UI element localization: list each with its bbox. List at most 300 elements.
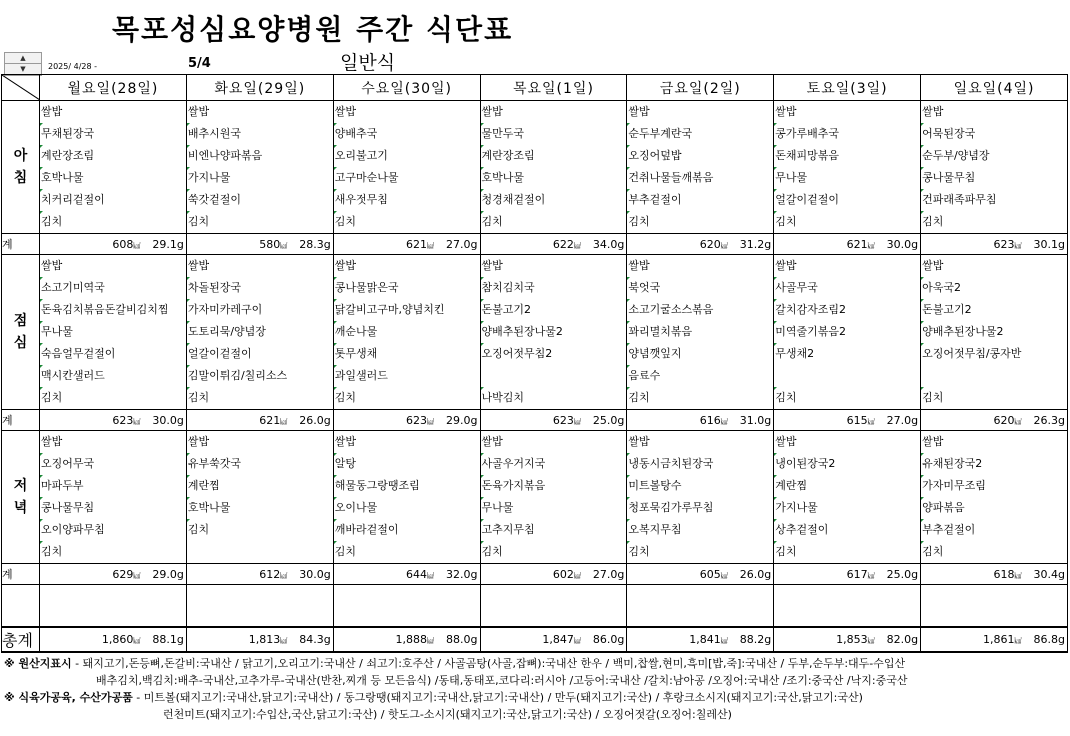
kcal-number: 623 <box>552 413 574 427</box>
meal-label-text: 점 심 <box>13 313 28 351</box>
dish-item: 냉동시금치된장국 <box>627 453 773 475</box>
total-kcal <box>689 633 728 646</box>
dish-item: 음료수 <box>627 365 773 387</box>
nutrition-values <box>921 234 1067 254</box>
dish-item: 콩나물맑은국 <box>334 277 480 299</box>
origin-line-2: 배추김치,백김치:배추-국내산,고추가루-국내산(반찬,찌개 등 모든음식) /동태,동태포,코다리:러시아 /고등어:국내산 /갈치:남아공 /오징어:국내산 /조기:중국산 /낙지:중국산 <box>96 674 908 687</box>
processed-label: ※ 식육가공육, 수산가공품 <box>4 691 133 704</box>
kcal-unit: ㎉ <box>867 417 875 426</box>
protein-value: 32.0g <box>446 567 478 581</box>
dish-item: 김말이튀김/칠리소스 <box>187 365 333 387</box>
dish-item: 콩나물무침 <box>921 167 1067 189</box>
dish-item: 건파래족파무침 <box>921 189 1067 211</box>
day-header: 일요일(4일) <box>921 75 1068 101</box>
protein-value: 31.0g <box>739 413 772 427</box>
dish-item: 양배추국 <box>334 123 480 145</box>
protein-value: 27.0g <box>446 237 478 251</box>
dish-item: 김치 <box>481 211 627 233</box>
menu-type: 일반식 <box>340 52 396 74</box>
kcal-unit: ㎉ <box>720 241 728 250</box>
dish-item: 쌀밥 <box>481 105 503 118</box>
dish-item: 깨바라겉절이 <box>334 519 480 541</box>
menu-cell <box>40 431 187 564</box>
protein-value: 30.0g <box>152 413 184 427</box>
menu-cell <box>774 255 921 410</box>
processed-line-2: 런천미트(돼지고기:수입산,국산,닭고기:국산) / 핫도그-소시지(돼지고기:국산,닭고기:국산) / 오징어젓갈(오징어:칠레산) <box>163 708 732 721</box>
dish-item: 부추겉절이 <box>921 519 1067 541</box>
dish-item: 유채된장국2 <box>921 453 1067 475</box>
protein-value: 29.0g <box>446 413 478 427</box>
kcal-unit: ㎉ <box>133 417 141 426</box>
dish-item: 쌀밥 <box>775 259 797 272</box>
blank-cell <box>774 585 921 628</box>
processed-line-1: - 미트볼(돼지고기:국내산,닭고기:국내산) / 동그랑땡(돼지고기:국내산,닭고기:국내산) / 만두(돼지고기:국산) / 후랑크소시지(돼지고기:국산,닭고기:국산) <box>132 691 863 704</box>
dish-item: 오징어젓무침/콩자반 <box>921 343 1067 365</box>
dish-item: 유부쑥갓국 <box>187 453 333 475</box>
kcal-value <box>994 568 1022 581</box>
corner-cell <box>2 75 40 101</box>
kcal-unit: ㎉ <box>280 241 288 250</box>
menu-cell <box>627 255 774 410</box>
nutrition-values <box>334 410 480 430</box>
dish-item: 닭갈비고구마,양념치킨 <box>334 299 480 321</box>
kcal-number: 629 <box>112 567 134 581</box>
kcal-value <box>700 238 728 251</box>
dish-item: 쌀밥 <box>628 435 650 448</box>
total-cell <box>774 627 921 652</box>
dish-item: 오징어젓무침2 <box>481 343 627 365</box>
day-header: 목요일(1일) <box>480 75 627 101</box>
kcal-value <box>259 238 287 251</box>
subtotal-cell <box>333 234 480 255</box>
nutrition-values <box>187 564 333 584</box>
dish-item <box>187 541 333 563</box>
dish-item: 김치 <box>334 211 480 233</box>
nutrition-values <box>40 234 186 254</box>
dish-item: 돈육김치볶음돈갈비김치찜 <box>40 299 186 321</box>
total-cell <box>627 627 774 652</box>
total-protein: 88.2g <box>739 633 772 646</box>
kcal-unit: ㎉ <box>133 241 141 250</box>
dish-item: 북엇국 <box>627 277 773 299</box>
dish-item: 건취나물들깨볶음 <box>627 167 773 189</box>
total-values <box>40 630 186 650</box>
page-title: 목포성심요양병원 주간 식단표 <box>112 13 514 46</box>
dish-item: 김치 <box>481 541 627 563</box>
dish-item: 오리불고기 <box>334 145 480 167</box>
nutrition-values <box>627 410 773 430</box>
dish-item: 양파볶음 <box>921 497 1067 519</box>
dish-item: 숙음얼무겉절이 <box>40 343 186 365</box>
kcal-value <box>700 414 728 427</box>
breakfast-label <box>2 101 40 234</box>
menu-cell <box>921 101 1068 234</box>
total-kcal <box>249 633 288 646</box>
dish-item: 계란찜 <box>187 475 333 497</box>
dish-item: 얼갈이겉절이 <box>774 189 920 211</box>
total-kcal <box>983 633 1022 646</box>
dish-item: 콩나물무침 <box>40 497 186 519</box>
kcal-unit: ㎉ <box>573 241 581 250</box>
dish-item: 김치 <box>40 387 186 409</box>
kcal-value <box>112 414 140 427</box>
kcal-number: 620 <box>993 413 1015 427</box>
subtotal-cell <box>627 410 774 431</box>
subtotal-label: 계 <box>2 410 40 431</box>
kcal-value <box>994 238 1022 251</box>
lunch-row <box>2 255 1068 410</box>
dish-item: 호박나물 <box>40 167 186 189</box>
kcal-value <box>112 238 140 251</box>
kcal-value <box>406 238 434 251</box>
protein-value: 30.4g <box>1033 567 1065 581</box>
menu-cell <box>774 431 921 564</box>
dish-item: 아욱국2 <box>921 277 1067 299</box>
total-protein: 84.3g <box>299 633 331 646</box>
nutrition-values <box>774 234 920 254</box>
nutrition-values <box>627 564 773 584</box>
kcal-unit: ㎉ <box>720 637 728 645</box>
kcal-value <box>112 568 140 581</box>
menu-cell <box>186 431 333 564</box>
total-label: 총계 <box>2 627 40 652</box>
dish-item: 돈불고기2 <box>921 299 1067 321</box>
kcal-value <box>259 414 287 427</box>
dish-item: 쌀밥 <box>187 435 210 448</box>
dish-item: 물만두국 <box>481 123 627 145</box>
weekly-menu-table <box>1 74 1068 653</box>
dish-item: 김치 <box>187 519 333 541</box>
total-kcal-number: 1,813 <box>248 633 281 646</box>
kcal-number: 580 <box>259 237 281 251</box>
protein-value: 30.0g <box>299 567 331 581</box>
dish-item: 김치 <box>774 387 920 409</box>
kcal-unit: ㎉ <box>573 571 581 580</box>
kcal-number: 616 <box>699 413 721 427</box>
subtotal-cell <box>480 410 627 431</box>
dish-item: 꽈리멸치볶음 <box>627 321 773 343</box>
dish-item: 차돌된장국 <box>187 277 333 299</box>
menu-cell <box>921 431 1068 564</box>
total-protein: 88.0g <box>446 633 478 646</box>
total-cell <box>921 627 1068 652</box>
kcal-number: 615 <box>846 413 868 427</box>
protein-value: 30.1g <box>1033 237 1065 251</box>
menu-cell <box>40 101 187 234</box>
menu-cell <box>627 101 774 234</box>
dish-item: 김치 <box>921 387 1067 409</box>
blank-cell <box>2 585 40 628</box>
total-protein: 88.1g <box>152 633 184 646</box>
dish-item: 사골우거지국 <box>481 453 627 475</box>
dish-item: 미역줄기볶음2 <box>774 321 920 343</box>
kcal-unit: ㎉ <box>133 637 141 645</box>
dish-item <box>481 365 627 387</box>
kcal-number: 612 <box>259 567 281 581</box>
protein-value: 29.1g <box>152 237 184 251</box>
subtotal-cell <box>774 234 921 255</box>
dish-item: 참치김치국 <box>481 277 627 299</box>
diagonal-line-icon <box>2 75 40 100</box>
dish-item: 계란찜 <box>774 475 920 497</box>
dish-item: 쌀밥 <box>775 105 797 118</box>
dish-item: 사골무국 <box>774 277 920 299</box>
total-kcal-number: 1,861 <box>983 633 1015 646</box>
dish-item: 오복지무침 <box>627 519 773 541</box>
dish-item: 쌀밥 <box>481 259 503 272</box>
kcal-value <box>553 414 581 427</box>
menu-cell <box>333 101 480 234</box>
subtotal-cell <box>186 564 333 585</box>
dish-item: 가자미무조림 <box>921 475 1067 497</box>
kcal-value <box>847 414 875 427</box>
dish-item: 쌀밥 <box>334 259 356 272</box>
total-kcal-number: 1,888 <box>395 633 428 646</box>
dish-item: 마파두부 <box>40 475 186 497</box>
dish-item: 쌀밥 <box>775 435 797 448</box>
total-values <box>481 630 627 650</box>
dinner-label <box>2 431 40 564</box>
dish-item: 냉이된장국2 <box>774 453 920 475</box>
start-date: 2025/ 4/28 - <box>48 62 97 71</box>
dish-item: 과일샐러드 <box>334 365 480 387</box>
dish-item: 무나물 <box>40 321 186 343</box>
dish-item: 쌀밥 <box>481 435 503 448</box>
dish-item: 김치 <box>40 541 186 563</box>
dish-item: 쌀밥 <box>41 435 63 448</box>
blank-cell <box>40 585 187 628</box>
subtotal-cell <box>480 564 627 585</box>
dish-item: 청경채겉절이 <box>481 189 627 211</box>
subtotal-cell <box>40 410 187 431</box>
dish-item: 김치 <box>334 541 480 563</box>
dish-item: 쌀밥 <box>628 259 650 272</box>
dish-item: 쌀밥 <box>334 435 356 448</box>
dish-item: 청포묵김가루무침 <box>627 497 773 519</box>
nutrition-values <box>921 410 1067 430</box>
kcal-unit: ㎉ <box>427 241 435 250</box>
dish-item: 김치 <box>627 541 773 563</box>
dish-item: 콩가루배추국 <box>774 123 920 145</box>
total-cell <box>186 627 333 652</box>
menu-cell <box>186 101 333 234</box>
dish-item: 배추시원국 <box>187 123 333 145</box>
protein-value: 28.3g <box>299 237 331 251</box>
dish-item: 쌀밥 <box>922 259 944 272</box>
dish-item: 계란장조림 <box>40 145 186 167</box>
dish-item: 고추지무침 <box>481 519 627 541</box>
nutrition-values <box>334 564 480 584</box>
dish-item: 가자미카레구이 <box>187 299 333 321</box>
dish-item: 소고기굴소스볶음 <box>627 299 773 321</box>
kcal-unit: ㎉ <box>867 241 875 250</box>
kcal-number: 608 <box>112 237 134 251</box>
kcal-unit: ㎉ <box>1014 571 1022 580</box>
dinner-row <box>2 431 1068 564</box>
dish-item: 맥시칸샐러드 <box>40 365 186 387</box>
subtotal-cell <box>40 234 187 255</box>
dish-item: 어묵된장국 <box>921 123 1067 145</box>
kcal-unit: ㎉ <box>1014 241 1022 250</box>
protein-value: 31.2g <box>739 237 772 251</box>
dish-item: 갈치감자조림2 <box>774 299 920 321</box>
day-header: 월요일(28일) <box>40 75 187 101</box>
blank-cell <box>921 585 1068 628</box>
menu-cell <box>186 255 333 410</box>
dish-item: 김치 <box>187 211 333 233</box>
dish-item: 가지나물 <box>187 167 333 189</box>
protein-value: 26.0g <box>739 567 772 581</box>
nutrition-values <box>187 234 333 254</box>
dish-item: 치커리겉절이 <box>40 189 186 211</box>
subtotal-cell <box>480 234 627 255</box>
kcal-value <box>553 568 581 581</box>
total-values <box>921 630 1067 650</box>
dish-item: 해물동그랑땡조림 <box>334 475 480 497</box>
dish-item: 상추겉절이 <box>774 519 920 541</box>
dish-item: 무나물 <box>774 167 920 189</box>
subtotal-cell <box>333 564 480 585</box>
kcal-unit: ㎉ <box>1014 417 1022 426</box>
kcal-unit: ㎉ <box>427 637 435 645</box>
nutrition-values <box>627 234 773 254</box>
total-kcal-number: 1,860 <box>101 633 134 646</box>
subtotal-cell <box>40 564 187 585</box>
total-kcal <box>542 633 581 646</box>
subtotal-cell <box>921 410 1068 431</box>
kcal-unit: ㎉ <box>867 637 875 645</box>
total-kcal <box>396 633 435 646</box>
nutrition-values <box>921 564 1067 584</box>
dish-item: 오징어무국 <box>40 453 186 475</box>
dish-item: 오이양파무침 <box>40 519 186 541</box>
dish-item: 쌀밥 <box>628 105 650 118</box>
kcal-number: 605 <box>699 567 721 581</box>
dish-item: 김치 <box>334 387 480 409</box>
menu-cell <box>333 431 480 564</box>
kcal-number: 621 <box>846 237 868 251</box>
menu-cell <box>480 101 627 234</box>
spinner-down-icon[interactable]: ▼ <box>20 65 26 73</box>
protein-value: 25.0g <box>592 413 625 427</box>
subtotal-cell <box>921 234 1068 255</box>
breakfast-subtotal-row <box>2 234 1068 255</box>
dish-item: 새우젓무침 <box>334 189 480 211</box>
dish-item: 쌀밥 <box>922 105 944 118</box>
dish-item: 깨순나물 <box>334 321 480 343</box>
dish-item: 계란장조림 <box>481 145 627 167</box>
total-values <box>627 630 773 650</box>
kcal-unit: ㎉ <box>280 417 288 426</box>
protein-value: 27.0g <box>592 567 625 581</box>
dish-item: 소고기미역국 <box>40 277 186 299</box>
dish-item: 오징어덮밥 <box>627 145 773 167</box>
protein-value: 29.0g <box>152 567 184 581</box>
kcal-value <box>847 238 875 251</box>
kcal-number: 622 <box>552 237 574 251</box>
dish-item: 돈불고기2 <box>481 299 627 321</box>
kcal-unit: ㎉ <box>867 571 875 580</box>
end-date: 5/4 <box>188 56 211 71</box>
meal-label-text: 저 녁 <box>13 478 28 516</box>
dish-item: 나박김치 <box>481 387 627 409</box>
total-kcal <box>102 633 141 646</box>
dish-item: 도토리묵/양념장 <box>187 321 333 343</box>
spinner-up-icon[interactable]: ▲ <box>5 53 41 64</box>
protein-value: 30.0g <box>886 237 919 251</box>
kcal-unit: ㎉ <box>573 637 581 645</box>
total-values <box>334 630 480 650</box>
blank-cell <box>480 585 627 628</box>
dish-item: 돈육가지볶음 <box>481 475 627 497</box>
kcal-unit: ㎉ <box>1014 637 1022 645</box>
origin-line-1: - 돼지고기,돈등뼈,돈갈비:국내산 / 닭고기,오리고기:국내산 / 쇠고기:호주산 / 사골곰탕(사골,잡뼈):국내산 한우 / 백미,찹쌀,현미,흑미[밥,죽]:국내산 / 두부,순두부:대두-수입산 <box>71 657 906 670</box>
kcal-number: 617 <box>846 567 868 581</box>
total-kcal-number: 1,841 <box>689 633 721 646</box>
origin-label: ※ 원산지표시 <box>4 657 72 670</box>
day-header: 금요일(2일) <box>627 75 774 101</box>
dish-item: 무나물 <box>481 497 627 519</box>
kcal-unit: ㎉ <box>280 637 288 645</box>
kcal-number: 620 <box>699 237 721 251</box>
dish-item: 호박나물 <box>187 497 333 519</box>
subtotal-cell <box>333 410 480 431</box>
dish-item: 김치 <box>921 541 1067 563</box>
kcal-number: 621 <box>406 237 428 251</box>
menu-cell <box>480 255 627 410</box>
total-cell <box>480 627 627 652</box>
dish-item: 부추겉절이 <box>627 189 773 211</box>
dish-item: 순두부계란국 <box>627 123 773 145</box>
protein-value: 25.0g <box>886 567 919 581</box>
nutrition-values <box>774 564 920 584</box>
dish-item: 쌀밥 <box>922 435 944 448</box>
kcal-unit: ㎉ <box>133 571 141 580</box>
nutrition-values <box>481 564 627 584</box>
dish-item: 고구마순나물 <box>334 167 480 189</box>
total-kcal-number: 1,853 <box>836 633 868 646</box>
blank-row <box>2 585 1068 628</box>
nutrition-values <box>774 410 920 430</box>
total-kcal-number: 1,847 <box>542 633 574 646</box>
dish-item: 돈채피망볶음 <box>774 145 920 167</box>
dish-item: 양념깻잎지 <box>627 343 773 365</box>
dish-item: 무채된장국 <box>40 123 186 145</box>
week-spinner[interactable] <box>4 52 42 76</box>
dish-item: 호박나물 <box>481 167 627 189</box>
dish-item: 김치 <box>627 387 773 409</box>
kcal-value <box>847 568 875 581</box>
dinner-subtotal-row <box>2 564 1068 585</box>
day-header: 수요일(30일) <box>333 75 480 101</box>
dish-item: 양배추된장나물2 <box>481 321 627 343</box>
day-header: 화요일(29일) <box>186 75 333 101</box>
dish-item: 톳무생채 <box>334 343 480 365</box>
dish-item: 쌀밥 <box>41 105 63 118</box>
notes <box>4 655 907 723</box>
dish-item: 순두부/양념장 <box>921 145 1067 167</box>
total-cell <box>333 627 480 652</box>
subtotal-label: 계 <box>2 234 40 255</box>
dish-item: 오이나물 <box>334 497 480 519</box>
dish-item: 가지나물 <box>774 497 920 519</box>
dish-item: 김치 <box>187 387 333 409</box>
menu-cell <box>627 431 774 564</box>
dish-item <box>921 365 1067 387</box>
dish-item: 김치 <box>774 211 920 233</box>
blank-cell <box>333 585 480 628</box>
nutrition-values <box>334 234 480 254</box>
